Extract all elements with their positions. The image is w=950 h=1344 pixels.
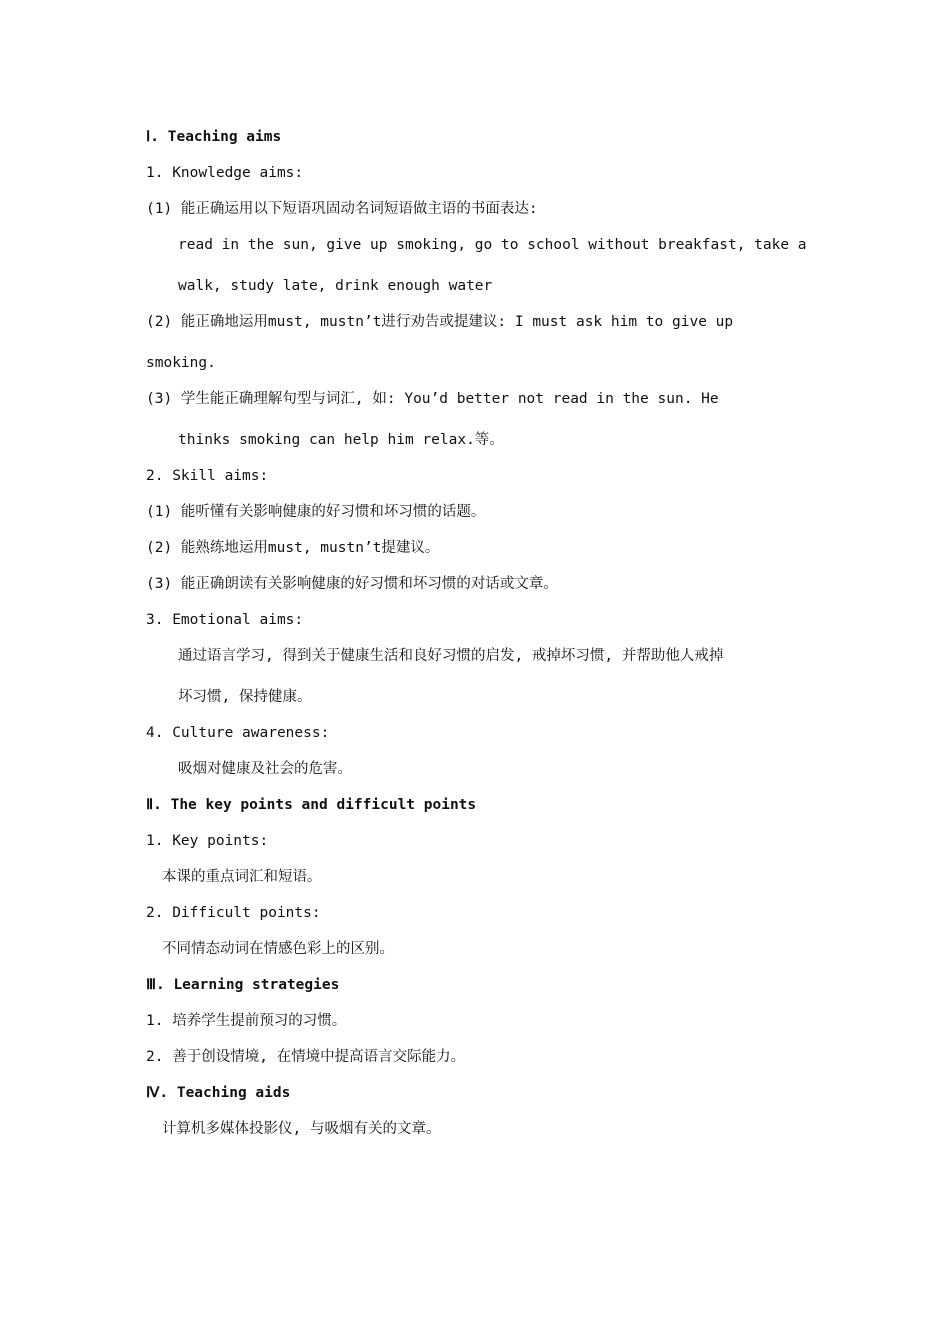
learning-strategy-1: 1. 培养学生提前预习的习惯。 xyxy=(146,1013,347,1029)
key-points-text: 本课的重点词汇和短语。 xyxy=(162,869,322,885)
knowledge-aim-2-line2: smoking. xyxy=(146,355,216,371)
knowledge-aim-1-phrases-line1: read in the sun, give up smoking, go to school without breakfast, take a xyxy=(178,237,807,253)
difficult-points-text: 不同情态动词在情感色彩上的区别。 xyxy=(162,941,394,957)
skill-aim-2: (2) 能熟练地运用must, mustn’t提建议。 xyxy=(146,540,440,556)
skill-aim-1: (1) 能听懂有关影响健康的好习惯和坏习惯的话题。 xyxy=(146,504,486,520)
section-heading-teaching-aids: Ⅳ. Teaching aids xyxy=(146,1085,291,1101)
teaching-aids-text: 计算机多媒体投影仪, 与吸烟有关的文章。 xyxy=(162,1121,441,1137)
section-heading-learning-strategies: Ⅲ. Learning strategies xyxy=(146,977,340,993)
skill-aim-3: (3) 能正确朗读有关影响健康的好习惯和坏习惯的对话或文章。 xyxy=(146,576,558,592)
knowledge-aim-1-phrases-line2: walk, study late, drink enough water xyxy=(178,278,493,294)
emotional-aims-label: 3. Emotional aims: xyxy=(146,612,304,628)
knowledge-aims-label: 1. Knowledge aims: xyxy=(146,165,304,181)
difficult-points-label: 2. Difficult points: xyxy=(146,905,321,921)
knowledge-aim-3-line1: (3) 学生能正确理解句型与词汇, 如: You’d better not read in the sun. He xyxy=(146,391,719,407)
section-heading-teaching-aims: Ⅰ. Teaching aims xyxy=(146,129,282,145)
skill-aims-label: 2. Skill aims: xyxy=(146,468,269,484)
section-heading-key-points: Ⅱ. The key points and difficult points xyxy=(146,797,477,813)
knowledge-aim-3-line2: thinks smoking can help him relax.等。 xyxy=(178,432,504,448)
emotional-aims-text-line1: 通过语言学习, 得到关于健康生活和良好习惯的启发, 戒掉坏习惯, 并帮助他人戒掉 xyxy=(178,648,724,664)
culture-awareness-label: 4. Culture awareness: xyxy=(146,725,330,741)
culture-awareness-text: 吸烟对健康及社会的危害。 xyxy=(178,761,352,777)
emotional-aims-text-line2: 坏习惯, 保持健康。 xyxy=(178,689,312,705)
learning-strategy-2: 2. 善于创设情境, 在情境中提高语言交际能力。 xyxy=(146,1049,466,1065)
key-points-label: 1. Key points: xyxy=(146,833,269,849)
knowledge-aim-2-line1: (2) 能正确地运用must, mustn’t进行劝告或提建议: I must ask him to give up xyxy=(146,314,734,330)
knowledge-aim-1: (1) 能正确运用以下短语巩固动名词短语做主语的书面表达: xyxy=(146,201,538,217)
